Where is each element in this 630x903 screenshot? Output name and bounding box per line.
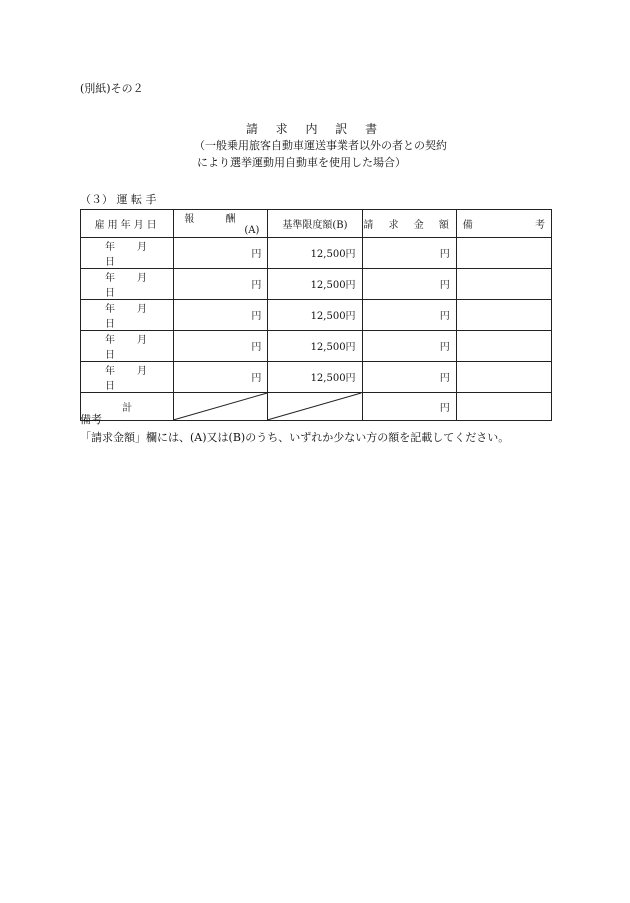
remarks-cell[interactable]: [456, 268, 551, 299]
total-remarks: [456, 392, 551, 420]
document-title: 請 求 内 訳 書: [245, 122, 385, 136]
header-pay-label: 報 酬: [184, 214, 250, 226]
total-label: 計: [81, 392, 174, 420]
notes-heading: 備考: [80, 413, 102, 426]
limit-cell: 12,500円: [268, 361, 362, 392]
limit-cell: 12,500円: [268, 268, 362, 299]
month-label: 月: [137, 241, 147, 253]
subtitle-line-2: により選挙運動用自動車を使用した場合）: [197, 156, 406, 169]
employment-date-cell[interactable]: [81, 299, 174, 330]
day-label: 日: [105, 318, 115, 330]
header-pay: [174, 210, 268, 238]
day-label: 日: [105, 349, 115, 361]
header-remarks: [456, 210, 551, 238]
limit-cell: 12,500円: [268, 237, 362, 268]
remarks-cell[interactable]: [456, 361, 551, 392]
section-label: （３） 運 転 手: [80, 193, 157, 206]
claim-cell[interactable]: 円: [362, 361, 456, 392]
remarks-cell[interactable]: [456, 299, 551, 330]
claim-cell[interactable]: 円: [362, 237, 456, 268]
month-label: 月: [137, 272, 147, 284]
year-label: 年: [105, 272, 115, 284]
subtitle-line-1: （一般乗用旅客自動車運送事業者以外の者との契約: [194, 139, 447, 152]
month-label: 月: [137, 334, 147, 346]
table-row: [81, 299, 552, 330]
table-row: [81, 330, 552, 361]
year-label: 年: [105, 365, 115, 377]
total-limit-diagonal: [268, 392, 362, 420]
month-label: 月: [137, 365, 147, 377]
total-claim: 円: [362, 392, 456, 420]
year-label: 年: [105, 241, 115, 253]
diagonal-line: [174, 393, 267, 420]
limit-cell: 12,500円: [268, 299, 362, 330]
header-pay-mark: (A): [244, 225, 260, 237]
diagonal-line: [268, 393, 361, 420]
pay-cell[interactable]: 円: [174, 299, 268, 330]
attachment-label: (別紙)その２: [80, 82, 144, 95]
table-header-row: [81, 210, 552, 238]
limit-cell: 12,500円: [268, 330, 362, 361]
notes-text: 「請求金額」欄には、(A)又は(B)のうち、いずれか少ない方の額を記載してください。: [80, 431, 510, 444]
employment-date-cell[interactable]: [81, 268, 174, 299]
header-remarks-right: 考: [535, 219, 545, 231]
invoice-breakdown-table: [80, 209, 552, 421]
remarks-cell[interactable]: [456, 237, 551, 268]
claim-cell[interactable]: 円: [362, 299, 456, 330]
remarks-cell[interactable]: [456, 330, 551, 361]
table-row: [81, 237, 552, 268]
employment-date-cell[interactable]: [81, 361, 174, 392]
pay-cell[interactable]: 円: [174, 237, 268, 268]
total-pay-diagonal: [174, 392, 268, 420]
employment-date-cell[interactable]: [81, 237, 174, 268]
year-label: 年: [105, 334, 115, 346]
day-label: 日: [105, 380, 115, 392]
claim-cell[interactable]: 円: [362, 268, 456, 299]
employment-date-cell[interactable]: [81, 330, 174, 361]
header-claim: 請 求 金 額: [362, 210, 456, 238]
pay-cell[interactable]: 円: [174, 330, 268, 361]
table-row: [81, 361, 552, 392]
total-row: [81, 392, 552, 420]
header-limit: 基準限度額(B): [268, 210, 362, 238]
pay-cell[interactable]: 円: [174, 268, 268, 299]
header-employment-date: 雇用年月日: [81, 210, 174, 238]
day-label: 日: [105, 287, 115, 299]
header-remarks-left: 備: [462, 219, 473, 231]
month-label: 月: [137, 303, 147, 315]
year-label: 年: [105, 303, 115, 315]
claim-cell[interactable]: 円: [362, 330, 456, 361]
pay-cell[interactable]: 円: [174, 361, 268, 392]
table-row: [81, 268, 552, 299]
day-label: 日: [105, 256, 115, 268]
